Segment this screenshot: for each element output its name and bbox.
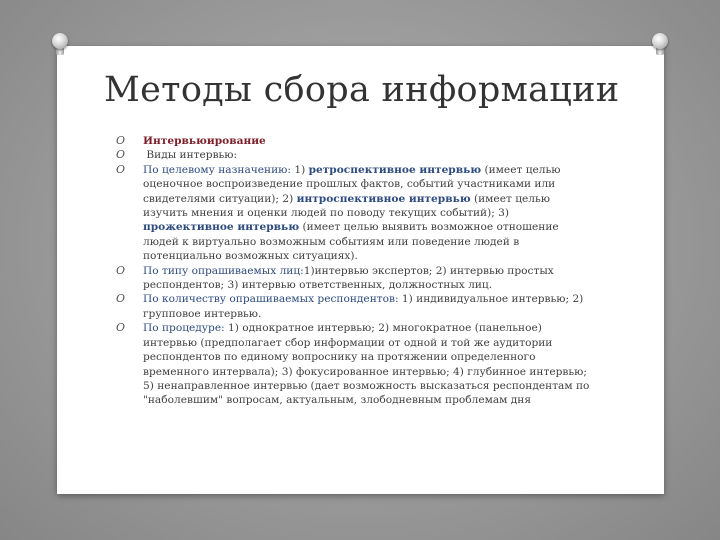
item-label: По типу опрашиваемых лиц: [143,264,304,277]
item-text: 1)интервью экспертов; 2) интервью простых респондентов; 3) интервью ответственных, должностных лиц. [143,264,554,292]
list-item-types [116,148,596,162]
item-text: Интервьюирование [143,135,266,147]
bullet-icon: O [116,134,126,147]
item-label: По целевому назначению: [143,163,291,176]
item-label: По процедуре: [143,322,225,335]
bullet-icon: O [116,321,126,335]
item-text: (имеет целью выявить возможное отношение людей к виртуально возможным событиям или поведение людей в потенциально возможных ситуациях). [143,221,559,263]
list-item-by-respondent-count [116,292,596,321]
list-item-by-procedure [116,321,596,407]
bullet-list [116,134,596,408]
bullet-icon: O [116,292,126,306]
list-item-by-respondent-type [116,264,596,293]
bullet-icon: O [116,148,126,162]
item-text: Виды интервью: [143,149,238,162]
bullet-icon: O [116,263,126,277]
item-text: (имеет целью изучить мнения и оценки людей по поводу текущих событий); 3) [143,192,550,220]
item-text: (имеет целью оценочное воспроизведение прошлых фактов, событий участниками или свидетелями ситуации); 2) [143,163,561,205]
list-item-by-purpose [116,163,596,264]
screw-left-icon [51,33,69,55]
item-label: По количеству опрашиваемых респондентов: [143,293,399,306]
term-retrospective: ретроспективное интервью [308,163,482,176]
item-text: 1) однократное интервью; 2) многократное (панельное) интервью (предполагает сбор информации от одной и той же аудитории респондентов по единому вопроснику на протяжении определенного временного интервала); 3) фокусированное интервью; 4) глубинное интервью; 5) ненаправленное интервью (дает возможность высказаться респондентам по "наболевшим" вопросам, актуальным, злободневным проблемам дня [143,322,590,407]
term-projective: прожективное интервью [143,221,300,234]
screw-right-icon [651,33,669,55]
item-text: 1) индивидуальное интервью; 2) групповое интервью. [143,293,584,320]
term-introspective: интроспективное интервью [296,192,471,205]
bullet-icon: O [116,162,126,176]
list-item-interviewing [116,134,596,148]
slide-title: Методы сбора информации [104,70,620,110]
item-text: 1) [290,163,309,176]
